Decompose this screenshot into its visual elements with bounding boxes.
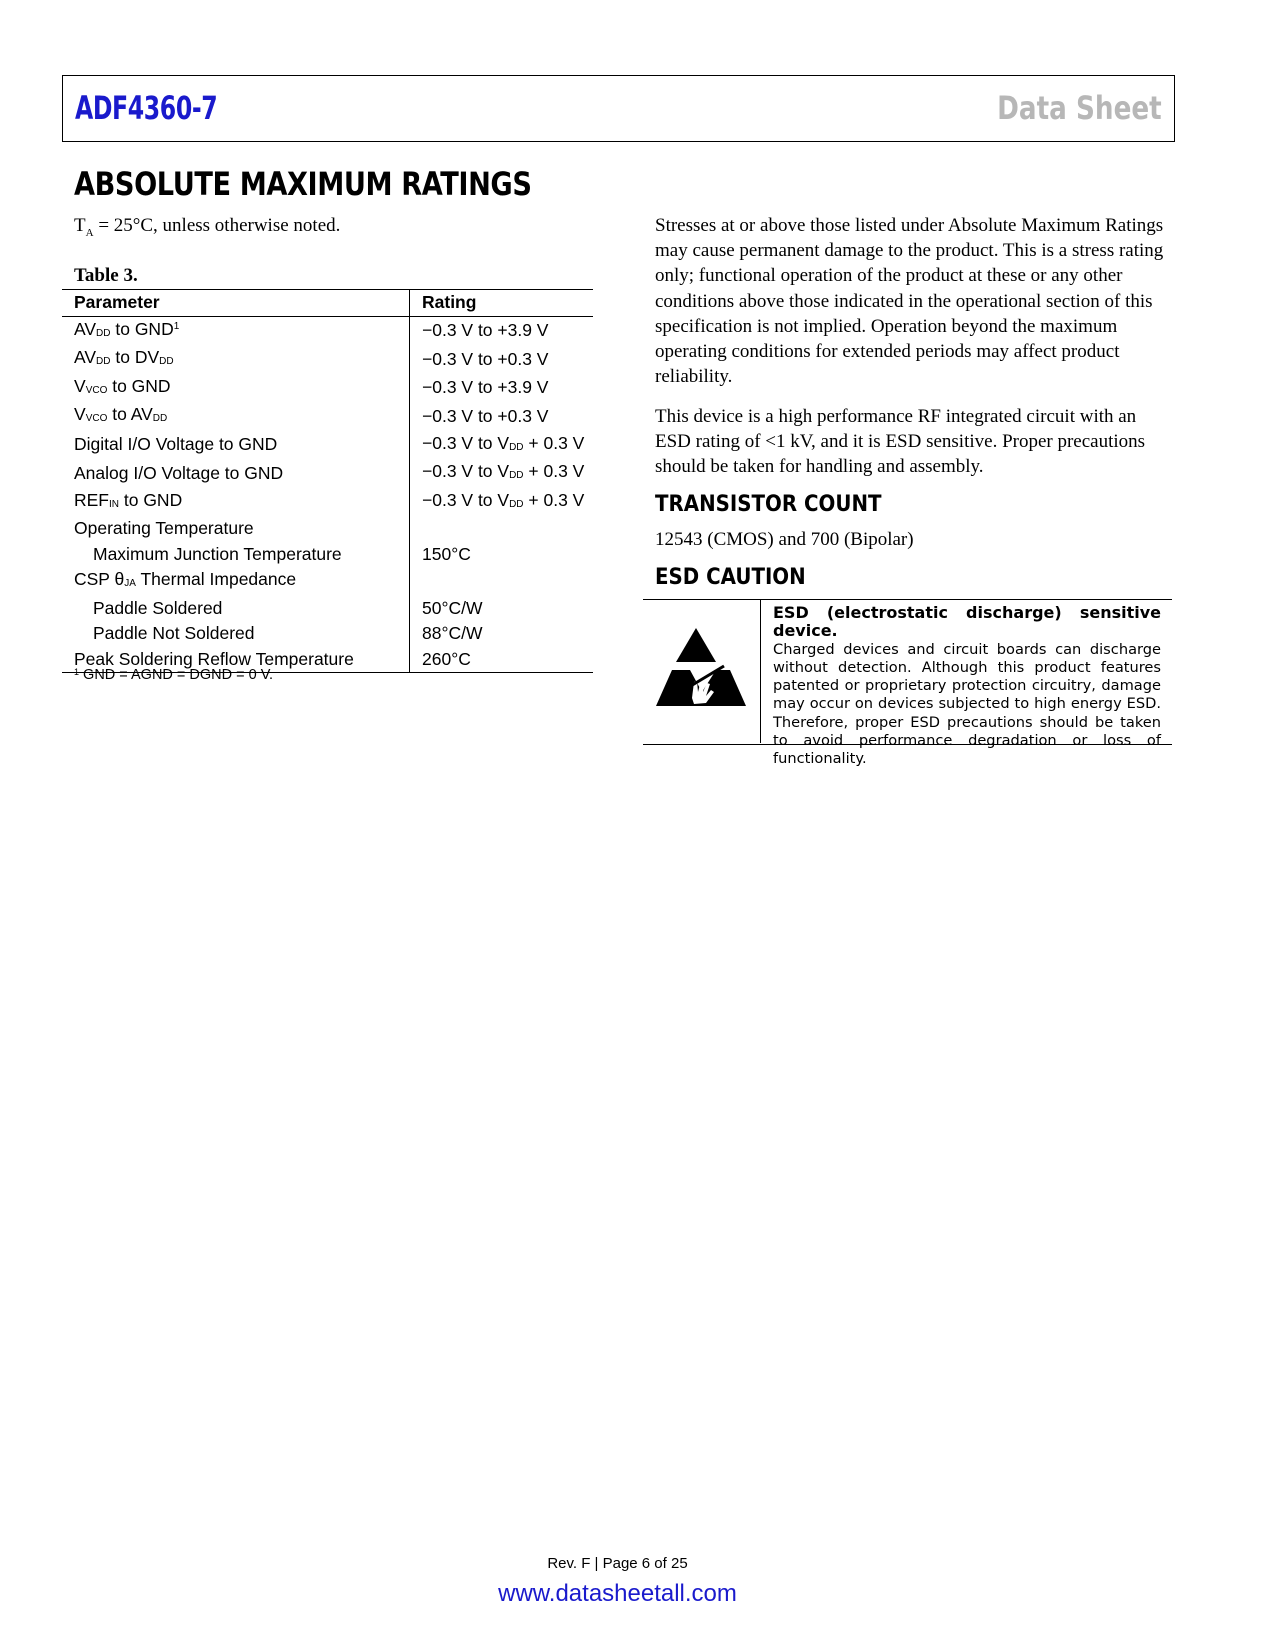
parameter-cell: Paddle Soldered [62,596,410,622]
transistor-count-heading: TRANSISTOR COUNT [655,492,882,517]
column-header-rating: Rating [422,292,477,312]
ambient-conditions: $T_A = 25^\circ C$, unless otherwise noted. [74,215,341,239]
absolute-max-ratings-table [62,289,593,673]
parameter-cell: CSP $\theta_{JA}$ Thermal Impedance [62,567,410,596]
table-header-row [62,290,593,317]
page-number-footer: Rev. F | Page 6 of 25 [547,1555,688,1572]
table-row [62,431,593,460]
rating-cell: −0.3 V to $V_{DD} + 0.3$ V [422,432,585,453]
doc-type-label: Data Sheet [997,89,1162,127]
rating-cell: −0.3 V to +0.3 V [422,348,549,369]
section-title: ABSOLUTE MAXIMUM RATINGS [74,165,532,203]
column-header-parameter: Parameter [62,290,410,317]
esd-rating-paragraph: This device is a high performance RF integrated circuit with an ESD rating of <1 kV, and it is ESD sensitive. Proper precautions should be taken for handling and assembly. [655,406,1146,478]
esd-icon-cell [643,600,761,743]
parameter-cell: Operating Temperature [62,516,410,542]
table-row [62,316,593,345]
esd-caution-box [643,599,1172,768]
parameter-cell: $REF_{IN}$ to GND [62,488,410,517]
table-row [62,621,593,647]
parameter-cell: Paddle Not Soldered [62,621,410,647]
esd-caution-lead: ESD (electrostatic discharge) sensitive device. [773,603,1161,641]
website-link[interactable]: www.datasheetall.com [498,1580,737,1607]
parameter-cell: Peak Soldering Reflow Temperature [62,647,410,673]
rating-cell: 150°C [422,543,471,564]
table-caption: Table 3. [74,265,138,286]
rating-cell: −0.3 V to $V_{DD} + 0.3$ V [422,461,585,481]
rating-cell: 50°C/W [422,597,483,618]
rating-cell: 260°C [422,648,471,669]
parameter-cell: $V_{VCO}$ to GND [62,374,410,403]
rating-cell: −0.3 V to $V_{DD} + 0.3$ V [422,489,585,510]
rating-cell [410,567,594,596]
parameter-cell: Maximum Junction Temperature [62,542,410,568]
table-row [62,488,593,517]
part-number: ADF4360-7 [75,89,218,127]
table-row [62,596,593,622]
rating-cell: −0.3 V to +3.9 V [422,377,549,397]
table-row [62,402,593,431]
esd-caution-heading: ESD CAUTION [655,565,806,590]
transistor-count-text: 12543 (CMOS) and 700 (Bipolar) [655,529,914,550]
parameter-cell: $AV_{DD}$ to $DV_{DD}$ [62,345,410,374]
esd-caution-text [773,604,1161,769]
rating-cell [410,516,594,542]
page-header [62,75,1175,142]
rating-cell: −0.3 V to +3.9 V [422,320,549,340]
stress-paragraph: Stresses at or above those listed under Absolute Maximum Ratings may cause permanent damage to the product. This is a stress rating only; functional operation of the product at these or any other conditions above those indicated in the operational section of this specification is not implied. Operation beyond the maximum operating conditions for extended periods may affect product reliability. [655,215,1164,388]
table-row [62,542,593,568]
table-row [62,516,593,542]
table-row [62,459,593,488]
table-row [62,567,593,596]
parameter-cell: $AV_{DD}$ to GND$^1$ [62,316,410,345]
rating-cell: −0.3 V to +0.3 V [422,405,549,426]
table-row [62,374,593,403]
parameter-cell: $V_{VCO}$ to $AV_{DD}$ [62,402,410,431]
table-footnote: $^1$ GND = AGND = DGND = 0 V. [74,667,274,683]
parameter-cell: Digital I/O Voltage to GND [62,431,410,460]
esd-warning-icon [654,626,748,712]
table-row [62,345,593,374]
esd-caution-body: Charged devices and circuit boards can discharge without detection. Although this product features patented or proprietary protection circuitry, damage may occur on devices subjected to high energy ESD. Therefore, proper ESD precautions should be taken to avoid performance degradation or loss of functionality. [773,640,1161,768]
rating-cell: 88°C/W [422,623,483,643]
parameter-cell: Analog I/O Voltage to GND [62,459,410,488]
